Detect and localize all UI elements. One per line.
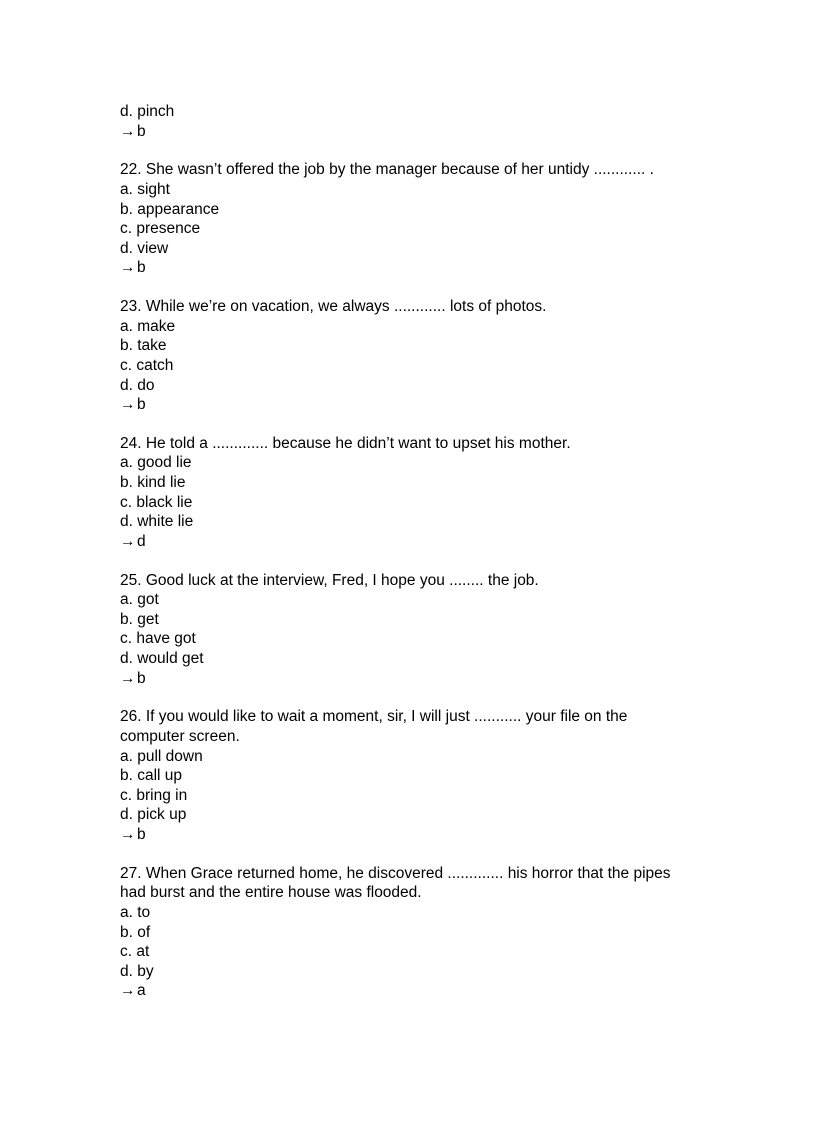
option: b. call up bbox=[120, 767, 183, 785]
option: c. at bbox=[120, 943, 150, 961]
option: c. bring in bbox=[120, 786, 188, 804]
option: d. view bbox=[120, 239, 169, 257]
option: a. sight bbox=[120, 180, 170, 198]
option: b. take bbox=[120, 337, 167, 355]
question-22 bbox=[120, 160, 720, 278]
option: d. would get bbox=[120, 650, 204, 667]
arrow-right-icon: → bbox=[120, 532, 136, 550]
arrow-right-icon: → bbox=[120, 122, 136, 140]
option: c. black lie bbox=[120, 493, 193, 511]
arrow-right-icon: → bbox=[120, 982, 136, 1000]
question-27 bbox=[120, 864, 720, 1001]
option: b. get bbox=[120, 610, 159, 628]
question-21-fragment bbox=[120, 102, 720, 141]
question-24 bbox=[120, 434, 720, 552]
option: c. have got bbox=[120, 630, 196, 648]
answer-letter: b bbox=[137, 669, 146, 687]
answer-line bbox=[120, 825, 720, 845]
answer-line bbox=[120, 669, 720, 689]
option: b. of bbox=[120, 923, 151, 941]
option: d. pick up bbox=[120, 806, 187, 824]
option: a. pull down bbox=[120, 747, 203, 765]
document-page bbox=[120, 102, 720, 1020]
option: a. to bbox=[120, 903, 151, 921]
option: c. catch bbox=[120, 356, 174, 374]
option: a. make bbox=[120, 317, 176, 335]
option: d. white lie bbox=[120, 513, 194, 531]
answer-line bbox=[120, 981, 720, 1001]
answer-line bbox=[120, 258, 720, 278]
option: d. by bbox=[120, 962, 154, 980]
question-23 bbox=[120, 297, 720, 415]
answer-letter: b bbox=[137, 122, 146, 140]
question-text: 27. When Grace returned home, he discovered ............. his horror that the pipes had burst and the entire house was flooded. bbox=[120, 864, 671, 902]
arrow-right-icon: → bbox=[120, 396, 136, 414]
answer-letter: a bbox=[137, 982, 146, 1000]
question-text: 24. He told a ............. because he didn’t want to upset his mother. bbox=[120, 434, 571, 452]
question-text: 22. She wasn’t offered the job by the manager because of her untidy ............ . bbox=[120, 161, 654, 179]
answer-letter: b bbox=[137, 259, 146, 277]
option: a. got bbox=[120, 591, 159, 609]
option: b. kind lie bbox=[120, 474, 186, 492]
answer-line bbox=[120, 532, 720, 552]
option: d. do bbox=[120, 376, 155, 394]
answer-letter: d bbox=[137, 532, 146, 550]
arrow-right-icon: → bbox=[120, 259, 136, 277]
question-text: 26. If you would like to wait a moment, sir, I will just ........... your file on the computer screen. bbox=[120, 708, 628, 745]
arrow-right-icon: → bbox=[120, 825, 136, 843]
answer-letter: b bbox=[137, 396, 146, 414]
answer-line bbox=[120, 122, 720, 142]
question-26 bbox=[120, 707, 720, 844]
question-text: 25. Good luck at the interview, Fred, I hope you ........ the job. bbox=[120, 571, 539, 589]
answer-line bbox=[120, 395, 720, 415]
option: d. pinch bbox=[120, 103, 175, 120]
option: c. presence bbox=[120, 220, 201, 238]
arrow-right-icon: → bbox=[120, 669, 136, 687]
answer-letter: b bbox=[137, 825, 146, 843]
option: a. good lie bbox=[120, 454, 192, 472]
option: b. appearance bbox=[120, 200, 220, 218]
question-25 bbox=[120, 571, 720, 689]
question-text: 23. While we’re on vacation, we always ............ lots of photos. bbox=[120, 298, 547, 316]
